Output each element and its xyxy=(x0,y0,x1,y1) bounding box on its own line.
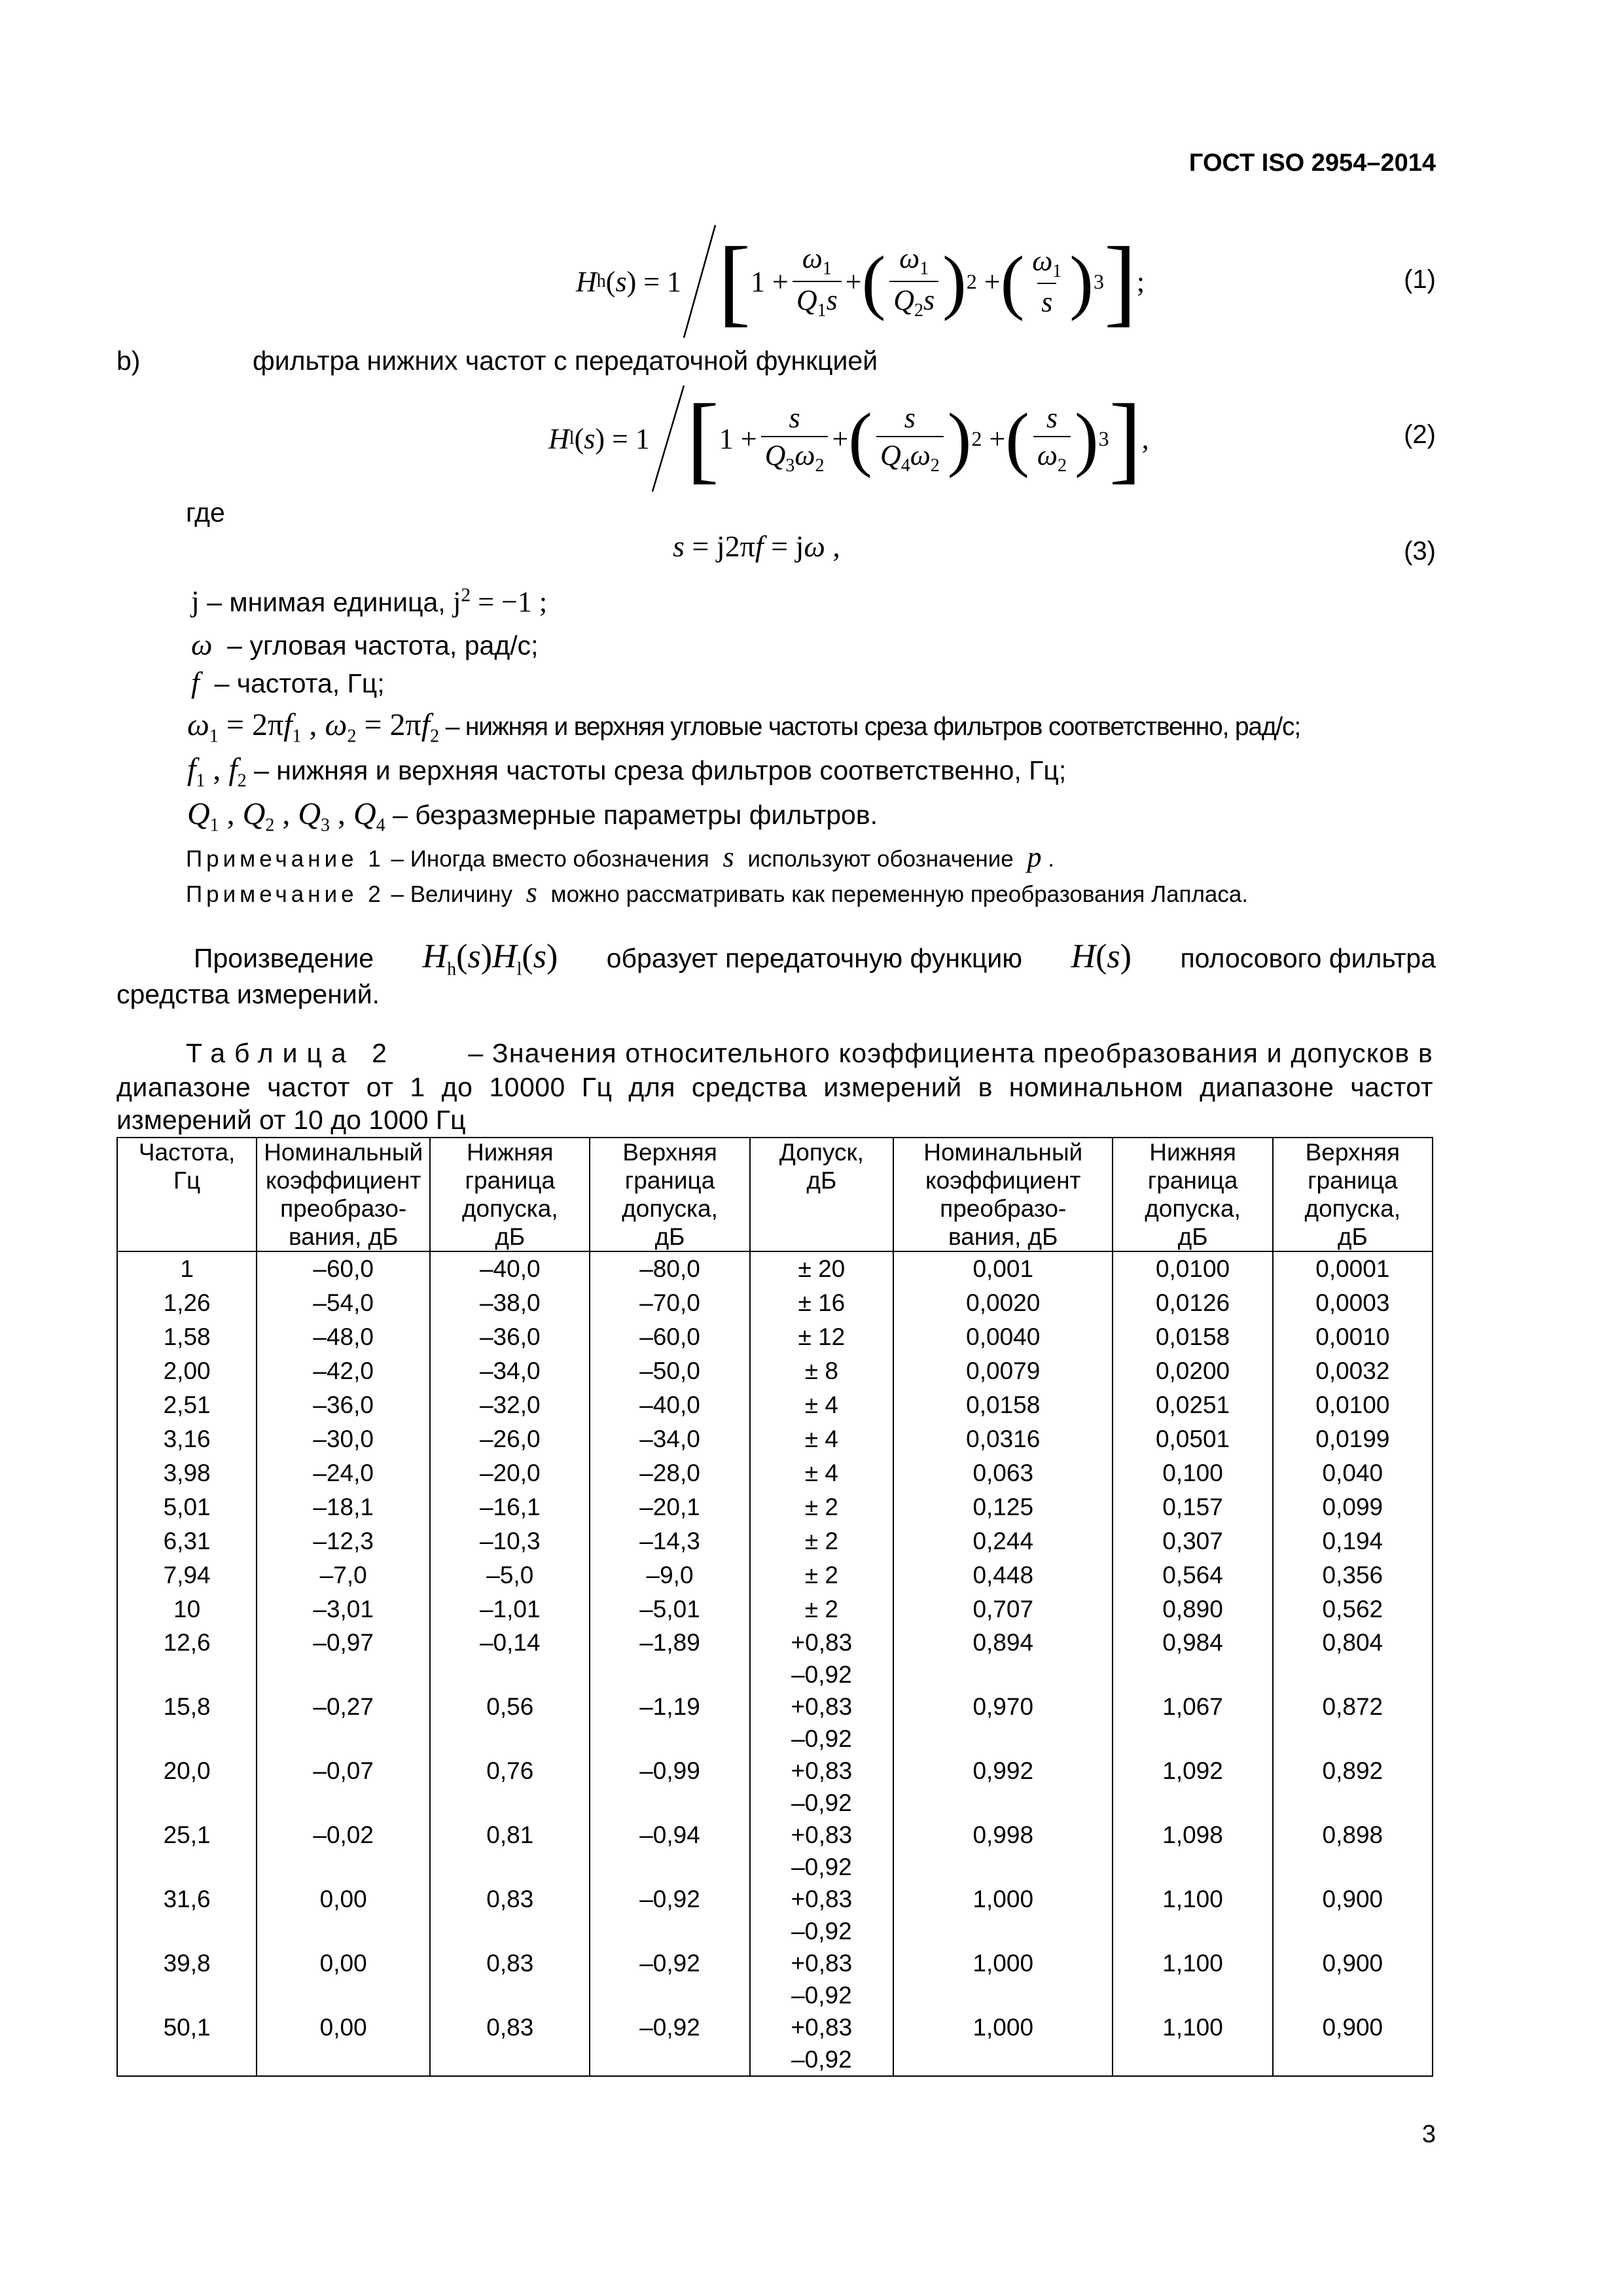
table-cell: –9,0 xyxy=(590,1558,749,1592)
table-cell: –1,19 xyxy=(590,1691,749,1755)
table-cell: ± 4 xyxy=(750,1456,893,1490)
table-cell: 0,00 xyxy=(257,1947,430,2011)
table-cell: 0,76 xyxy=(430,1755,590,1819)
table-cell: –80,0 xyxy=(590,1251,749,1286)
table-cell: ± 2 xyxy=(750,1524,893,1558)
table-cell: 0,0079 xyxy=(893,1354,1113,1388)
table-cell: 0,56 xyxy=(430,1691,590,1755)
table-cell: ± 20 xyxy=(750,1251,893,1286)
table-cell: –60,0 xyxy=(257,1251,430,1286)
table-cell: 1,26 xyxy=(117,1286,257,1320)
table-cell: 0,998 xyxy=(893,1819,1113,1883)
table-cell: ± 16 xyxy=(750,1286,893,1320)
table-cell: 0,984 xyxy=(1113,1626,1272,1691)
table-cell: +0,83 –0,92 xyxy=(750,2011,893,2076)
table-cell: 20,0 xyxy=(117,1755,257,1819)
table-cell: 0,0040 xyxy=(893,1320,1113,1354)
table-row xyxy=(117,1819,1433,1883)
table-cell: 7,94 xyxy=(117,1558,257,1592)
table-cell: ± 8 xyxy=(750,1354,893,1388)
table-cell: 3,98 xyxy=(117,1456,257,1490)
table-row xyxy=(117,1626,1433,1691)
table-cell: 0,81 xyxy=(430,1819,590,1883)
table-cell: –40,0 xyxy=(430,1251,590,1286)
table-cell: 0,970 xyxy=(893,1691,1113,1755)
table-cell: –40,0 xyxy=(590,1388,749,1422)
table-cell: –7,0 xyxy=(257,1558,430,1592)
table-row xyxy=(117,1251,1433,1286)
where-label: где xyxy=(186,497,225,528)
table-cell: –36,0 xyxy=(257,1388,430,1422)
table-cell: –16,1 xyxy=(430,1490,590,1524)
table-row xyxy=(117,1883,1433,1947)
table-cell: 0,0126 xyxy=(1113,1286,1272,1320)
table-cell: –28,0 xyxy=(590,1456,749,1490)
table-cell: 0,0001 xyxy=(1273,1251,1433,1286)
document-header: ГОСТ ISO 2954–2014 xyxy=(1188,149,1436,177)
table-cell: 0,564 xyxy=(1113,1558,1272,1592)
table-cell: –0,99 xyxy=(590,1755,749,1819)
table-cell: 1,58 xyxy=(117,1320,257,1354)
def-qs: $Q_1$ , $Q_2$ , $Q_3$ , $Q_4$ – безразмерные параметры фильтров. xyxy=(187,797,878,836)
table-cell: 0,898 xyxy=(1273,1819,1433,1883)
table-cell: 0,00 xyxy=(257,1883,430,1947)
table-cell: –0,92 xyxy=(590,1883,749,1947)
table-cell: 0,0199 xyxy=(1273,1422,1433,1456)
table-cell: 5,01 xyxy=(117,1490,257,1524)
table-cell: 3,16 xyxy=(117,1422,257,1456)
table-row xyxy=(117,1592,1433,1626)
table-caption-line-3: измерений от 10 до 1000 Гц xyxy=(116,1105,466,1135)
col-header-lower-db: Нижняя граница допуска, дБ xyxy=(430,1138,590,1251)
table-cell: 1,000 xyxy=(893,1883,1113,1947)
table-cell: 0,0200 xyxy=(1113,1354,1272,1388)
col-header-nominal-ratio: Номинальный коэффициент преобразо- вания, дБ xyxy=(893,1138,1113,1251)
table-cell: –42,0 xyxy=(257,1354,430,1388)
table-cell: –12,3 xyxy=(257,1524,430,1558)
table-cell: 1,100 xyxy=(1113,1947,1272,2011)
table-caption-line-1: Таблица 2 – Значения относительного коэффициента преобразования и допусков в xyxy=(186,1038,1433,1068)
table-cell: 15,8 xyxy=(117,1691,257,1755)
table-cell: –54,0 xyxy=(257,1286,430,1320)
table-row xyxy=(117,1524,1433,1558)
table-cell: –48,0 xyxy=(257,1320,430,1354)
table-cell: ± 2 xyxy=(750,1558,893,1592)
table-cell: 0,125 xyxy=(893,1490,1113,1524)
col-header-tolerance: Допуск, дБ xyxy=(750,1138,893,1251)
data-table xyxy=(116,1137,1433,2077)
table-cell: 0,0158 xyxy=(893,1388,1113,1422)
page-number: 3 xyxy=(1421,2121,1436,2148)
table-cell: 0,894 xyxy=(893,1626,1113,1691)
table-cell: 0,83 xyxy=(430,1883,590,1947)
table-row xyxy=(117,1320,1433,1354)
table-cell: 0,0251 xyxy=(1113,1388,1272,1422)
table-cell: –26,0 xyxy=(430,1422,590,1456)
paragraph-line-2: средства измерений. xyxy=(116,979,380,1009)
table-cell: 1,100 xyxy=(1113,1883,1272,1947)
table-cell: 0,0003 xyxy=(1273,1286,1433,1320)
table-row xyxy=(117,2011,1433,2076)
table-cell: 0,244 xyxy=(893,1524,1113,1558)
table-cell: –24,0 xyxy=(257,1456,430,1490)
col-header-lower-ratio: Нижняя граница допуска, дБ xyxy=(1113,1138,1272,1251)
table-cell: 0,100 xyxy=(1113,1456,1272,1490)
table-cell: ± 4 xyxy=(750,1422,893,1456)
table-cell: 0,099 xyxy=(1273,1490,1433,1524)
table-cell: –18,1 xyxy=(257,1490,430,1524)
table-cell: 25,1 xyxy=(117,1819,257,1883)
table-cell: 12,6 xyxy=(117,1626,257,1691)
paragraph-line-1: Произведение $H_h(s)H_l(s)$ образует передаточную функцию H(s) полосового фильтра xyxy=(194,938,1436,980)
item-b-text: фильтра нижних частот с передаточной функцией xyxy=(253,346,878,376)
table-row xyxy=(117,1286,1433,1320)
table-cell: 0,0501 xyxy=(1113,1422,1272,1456)
table-cell: –36,0 xyxy=(430,1320,590,1354)
table-cell: –30,0 xyxy=(257,1422,430,1456)
table-cell: –0,94 xyxy=(590,1819,749,1883)
note-2: Примечание 2 – Величину s можно рассматривать как переменную преобразования Лапласа. xyxy=(186,876,1249,908)
table-cell: +0,83 –0,92 xyxy=(750,1626,893,1691)
table-header-row xyxy=(117,1138,1433,1251)
table-cell: –34,0 xyxy=(590,1422,749,1456)
def-j: j – мнимая единица, $j^2 = -1$ ; xyxy=(191,584,548,618)
table-cell: 0,0316 xyxy=(893,1422,1113,1456)
col-header-nominal-db: Номинальный коэффициент преобразо- вания, дБ xyxy=(257,1138,430,1251)
table-cell: –0,14 xyxy=(430,1626,590,1691)
table-cell: +0,83 –0,92 xyxy=(750,1755,893,1819)
col-header-frequency: Частота, Гц xyxy=(117,1138,257,1251)
table-cell: –1,01 xyxy=(430,1592,590,1626)
table-cell: 0,00 xyxy=(257,2011,430,2076)
table-cell: 0,804 xyxy=(1273,1626,1433,1691)
table-cell: 0,892 xyxy=(1273,1755,1433,1819)
table-cell: 2,51 xyxy=(117,1388,257,1422)
table-cell: 1 xyxy=(117,1251,257,1286)
table-cell: 6,31 xyxy=(117,1524,257,1558)
table-caption-line-2: диапазоне частот от 1 до 10000 Гц для средства измерений в номинальном диапазоне частот xyxy=(116,1072,1433,1102)
table-cell: +0,83 –0,92 xyxy=(750,1947,893,2011)
table-row xyxy=(117,1388,1433,1422)
table-cell: 0,900 xyxy=(1273,1883,1433,1947)
table-row xyxy=(117,1947,1433,2011)
table-cell: 0,872 xyxy=(1273,1691,1433,1755)
table-cell: 39,8 xyxy=(117,1947,257,2011)
table-cell: 0,0010 xyxy=(1273,1320,1433,1354)
def-fs: $f_1$ , $f_2$ – нижняя и верхняя частоты среза фильтров соответственно, Гц; xyxy=(187,752,1067,791)
table-row xyxy=(117,1755,1433,1819)
table-cell: ± 4 xyxy=(750,1388,893,1422)
table-cell: 2,00 xyxy=(117,1354,257,1388)
table-cell: –50,0 xyxy=(590,1354,749,1388)
table-cell: +0,83 –0,92 xyxy=(750,1883,893,1947)
formula-1: H h ( s ) = 1 [ 1 + $\frac{\omega_1}{Q_1s}$ + ( $\frac{\omega_1}{Q_2s}$ ) 2 + ( $\frac{\omega_1}{s}$ ) 3 ] ; xyxy=(576,216,1145,347)
table-row xyxy=(117,1354,1433,1388)
table-cell: 0,707 xyxy=(893,1592,1113,1626)
def-f: f – частота, Гц; xyxy=(191,666,385,699)
formula-3-number: (3) xyxy=(1404,537,1436,565)
table-cell: 0,063 xyxy=(893,1456,1113,1490)
table-cell: 1,067 xyxy=(1113,1691,1272,1755)
def-omega: ω – угловая частота, рад/с; xyxy=(191,628,539,661)
table-cell: –0,97 xyxy=(257,1626,430,1691)
formula-1-number: (1) xyxy=(1404,265,1436,294)
table-cell: ± 2 xyxy=(750,1490,893,1524)
table-cell: 0,0100 xyxy=(1113,1251,1272,1286)
table-cell: –0,07 xyxy=(257,1755,430,1819)
table-cell: 0,83 xyxy=(430,2011,590,2076)
table-cell: 50,1 xyxy=(117,2011,257,2076)
table-cell: –60,0 xyxy=(590,1320,749,1354)
table-cell: –0,92 xyxy=(590,2011,749,2076)
table-cell: –14,3 xyxy=(590,1524,749,1558)
table-cell: 0,157 xyxy=(1113,1490,1272,1524)
table-cell: 1,092 xyxy=(1113,1755,1272,1819)
table-cell: 1,098 xyxy=(1113,1819,1272,1883)
table-cell: 0,040 xyxy=(1273,1456,1433,1490)
table-cell: –32,0 xyxy=(430,1388,590,1422)
table-cell: ± 12 xyxy=(750,1320,893,1354)
table-cell: –20,1 xyxy=(590,1490,749,1524)
table-cell: +0,83 –0,92 xyxy=(750,1691,893,1755)
table-cell: –38,0 xyxy=(430,1286,590,1320)
table-cell: 1,000 xyxy=(893,1947,1113,2011)
table-cell: +0,83 –0,92 xyxy=(750,1819,893,1883)
table-cell: ± 2 xyxy=(750,1592,893,1626)
table-cell: –34,0 xyxy=(430,1354,590,1388)
table-cell: –5,01 xyxy=(590,1592,749,1626)
table-cell: 1,100 xyxy=(1113,2011,1272,2076)
item-b-marker: b) xyxy=(116,346,141,376)
table-cell: 0,562 xyxy=(1273,1592,1433,1626)
table-cell: 10 xyxy=(117,1592,257,1626)
note-1: Примечание 1 – Иногда вместо обозначения s используют обозначение p . xyxy=(186,841,1054,873)
formula-2-number: (2) xyxy=(1404,420,1436,449)
table-row xyxy=(117,1422,1433,1456)
table-cell: –20,0 xyxy=(430,1456,590,1490)
table-row xyxy=(117,1691,1433,1755)
table-cell: 0,0032 xyxy=(1273,1354,1433,1388)
table-cell: 0,0020 xyxy=(893,1286,1113,1320)
table-cell: 31,6 xyxy=(117,1883,257,1947)
table-cell: 0,900 xyxy=(1273,2011,1433,2076)
table-cell: 0,83 xyxy=(430,1947,590,2011)
table-cell: –3,01 xyxy=(257,1592,430,1626)
table-cell: 0,992 xyxy=(893,1755,1113,1819)
formula-3: s = j2πf = jω , xyxy=(673,529,840,563)
table-cell: 0,001 xyxy=(893,1251,1113,1286)
table-cell: –10,3 xyxy=(430,1524,590,1558)
table-cell: –1,89 xyxy=(590,1626,749,1691)
def-omegas: $\omega_1 = 2\pi f_1$ , $\omega_2 = 2\pi f_2$ – нижняя и верхняя угловые частоты среза фильтров соответственно, рад/с; xyxy=(187,708,1300,747)
table-row xyxy=(117,1456,1433,1490)
col-header-upper-db: Верхняя граница допуска, дБ xyxy=(590,1138,749,1251)
table-cell: 0,890 xyxy=(1113,1592,1272,1626)
table-cell: 1,000 xyxy=(893,2011,1113,2076)
table-row xyxy=(117,1490,1433,1524)
formula-2: H l ( s ) = 1 [ 1 + $\frac{s}{Q_3\omega_2}$ + ( $\frac{s}{Q_4\omega_2}$ ) 2 + ( $\frac{s}{\omega_2}$ ) 3 ] , xyxy=(548,384,1149,493)
table-cell: 0,307 xyxy=(1113,1524,1272,1558)
table-cell: 0,0100 xyxy=(1273,1388,1433,1422)
table-cell: –5,0 xyxy=(430,1558,590,1592)
table-cell: 0,194 xyxy=(1273,1524,1433,1558)
table-cell: –0,92 xyxy=(590,1947,749,2011)
table-cell: –0,02 xyxy=(257,1819,430,1883)
table-cell: 0,0158 xyxy=(1113,1320,1272,1354)
table-cell: 0,356 xyxy=(1273,1558,1433,1592)
table-cell: –70,0 xyxy=(590,1286,749,1320)
table-cell: 0,448 xyxy=(893,1558,1113,1592)
table-cell: 0,900 xyxy=(1273,1947,1433,2011)
table-row xyxy=(117,1558,1433,1592)
table-cell: –0,27 xyxy=(257,1691,430,1755)
col-header-upper-ratio: Верхняя граница допуска, дБ xyxy=(1273,1138,1433,1251)
